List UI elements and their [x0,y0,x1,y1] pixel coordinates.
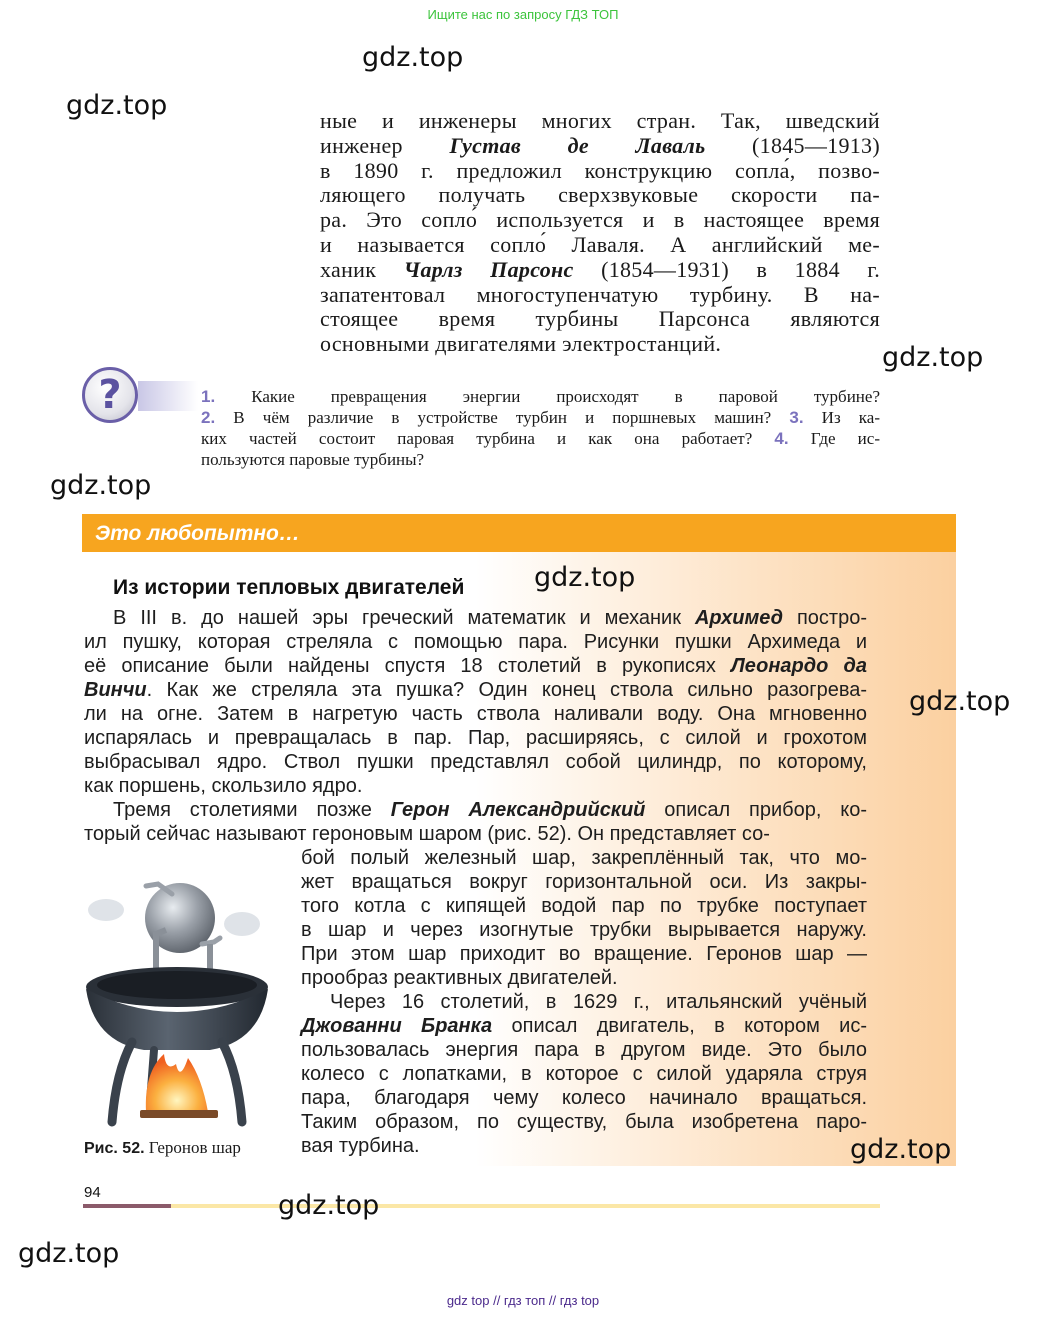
watermark: gdz.top [66,90,168,121]
text-line [301,1014,867,1038]
text-line [84,654,867,678]
text-line [301,894,867,918]
text-line [84,678,867,702]
question-mark-icon: ? [82,367,138,423]
text-run: ляющего получать сверхзвуковые скорости па- [320,182,880,208]
story-paragraph-a [84,606,867,846]
text-run: (1854—1931) в 1884 г. [573,256,881,282]
watermark: gdz.top [534,562,636,593]
question-line [201,407,880,428]
text-run: того котла с кипящей водой пар по трубке поступает [301,895,867,917]
page-number: 94 [84,1184,101,1201]
text-run: (1845—1913) [705,132,880,158]
text-run: её описание были найдены спустя 18 столетий в рукописях [84,655,732,677]
text-run: описал двигатель, в котором ис- [492,1015,868,1037]
text-run: ные и инженеры многих стран. Так, шведский [320,108,880,133]
question-line [201,386,880,407]
question-number: 4. [774,429,789,448]
text-line [301,1110,867,1134]
text-run: ра. Это сопло́ используется и в настоящее время [320,207,880,233]
watermark: gdz.top [18,1238,120,1269]
text-run: испарялась и превращалась в пар. Пар, расширяясь, с силой и грохотом [84,727,867,749]
question-number: 2. [201,408,216,427]
person-name: Густав де Лаваль [449,132,706,158]
question-text: Из ка- [803,408,880,427]
text-line [320,208,880,233]
curious-box-header [82,514,956,552]
text-line [320,109,880,134]
text-line [301,1062,867,1086]
page-rule-accent [83,1204,171,1208]
watermark: gdz.top [850,1134,952,1165]
text-line [301,1038,867,1062]
review-questions [201,386,880,470]
text-line [301,990,867,1014]
story-paragraph-b [301,846,867,1158]
text-line [320,233,880,258]
text-line [320,183,880,208]
question-text: ких частей состоит паровая турбина и как она работает? [201,429,775,448]
question-bar-decoration [138,381,198,411]
text-run: и называется сопло́ Лаваля. А английский ме- [320,231,880,257]
person-name: Чарлз Парсонс [403,256,574,282]
text-line [320,134,880,159]
person-name: Джованни Бранка [301,1015,493,1037]
text-run: пользовалась энергия пара в другом виде. Это было [301,1039,867,1061]
text-run: выбрасывал ядро. Ствол пушки представлял собой цилиндр, по которому, [84,751,867,773]
text-run: в шар и через изогнутые трубки вырывается наружу. [301,919,867,941]
heron-ball-illustration [84,872,270,1134]
text-line [320,283,880,308]
text-run: Через 16 столетий, в 1629 г., итальянский учёный [330,991,867,1013]
text-line [84,606,867,630]
text-line [301,846,867,870]
text-run: запатентовал многоступенчатую турбину. В на- [320,281,880,307]
text-run: описал прибор, ко- [645,799,867,821]
text-run: бой полый железный шар, закреплённый так, что мо- [301,847,867,869]
person-name: Архимед [694,607,783,629]
text-line [84,798,867,822]
text-line [84,774,867,798]
footer-links: gdz top // гдз топ // гдз top [446,1293,600,1308]
text-run: торый сейчас называют героновым шаром (рис. 52). Он представляет со- [84,823,770,845]
text-line [84,750,867,774]
watermark: gdz.top [278,1190,380,1221]
text-run: основными двигателями электростанций. [320,331,722,357]
text-run: ил пушку, которая стреляла с помощью пара. Рисунки пушки Архимеда и [84,631,867,653]
question-text: пользуются паровые турбины? [201,450,425,469]
text-run: вая турбина. [301,1135,420,1157]
text-line [301,942,867,966]
figure-title: Геронов шар [144,1138,241,1157]
text-line [301,966,867,990]
watermark: gdz.top [50,470,152,501]
text-line [301,918,867,942]
text-line [84,702,867,726]
person-name: Винчи [84,679,147,701]
text-line [301,1086,867,1110]
text-run: прообраз реактивных двигателей. [301,967,618,989]
text-run: постро- [783,607,867,629]
question-text: В чём различие в устройстве турбин и поршневых машин? [215,408,790,427]
section-title: Из истории тепловых двигателей [113,576,465,599]
text-run: ли на огне. Затем в нагретую часть ствола наливали воду. Она мгновенно [84,703,867,725]
text-run: стоящее время турбины Парсонса являются [320,306,880,332]
figure-label: Рис. 52. [84,1140,145,1157]
text-run: в 1890 г. предложил конструкцию сопла́, позво- [320,157,880,183]
text-run: При этом шар приходит во вращение. Геронов шар — [301,943,867,965]
text-line [301,1134,867,1158]
question-text: Какие превращения энергии происходят в паровой турбине? [215,387,880,406]
figure-caption [84,1138,241,1158]
question-number: 1. [201,387,216,406]
question-number: 3. [789,408,804,427]
person-name: Герон Александрийский [390,799,646,821]
text-run: инженер [320,132,450,158]
text-run: Таким образом, по существу, была изобретена паро- [301,1111,867,1133]
text-run: как поршень, скользило ядро. [84,775,363,797]
text-run: . Как же стреляла эта пушка? Один конец ствола сильно разогрева- [146,679,867,701]
text-line [84,822,867,846]
question-text: Где ис- [788,429,880,448]
upper-paragraph [320,109,880,357]
text-run: ханик [320,256,404,282]
text-line [320,159,880,184]
watermark: gdz.top [882,342,984,373]
watermark: gdz.top [909,686,1011,717]
text-run: колесо с лопатками, в которое с силой ударяла струя [301,1063,867,1085]
text-line [320,307,880,332]
text-run: пара, благодаря чему колесо начинало вращаться. [301,1087,867,1109]
text-run: Тремя столетиями позже [113,799,391,821]
curious-box-header-label: Это любопытно… [95,522,300,545]
text-run: жет вращаться вокруг горизонтальной оси. Из закры- [301,871,867,893]
person-name: Леонардо да [731,655,867,677]
text-line [84,726,867,750]
watermark: gdz.top [362,42,464,73]
text-line [84,630,867,654]
text-run: В III в. до нашей эры греческий математик и механик [113,607,695,629]
question-line [201,449,880,470]
search-banner: Ищите нас по запросу ГДЗ ТОП [427,7,619,22]
text-line [301,870,867,894]
text-line [320,332,880,357]
question-line [201,428,880,449]
text-line [320,258,880,283]
